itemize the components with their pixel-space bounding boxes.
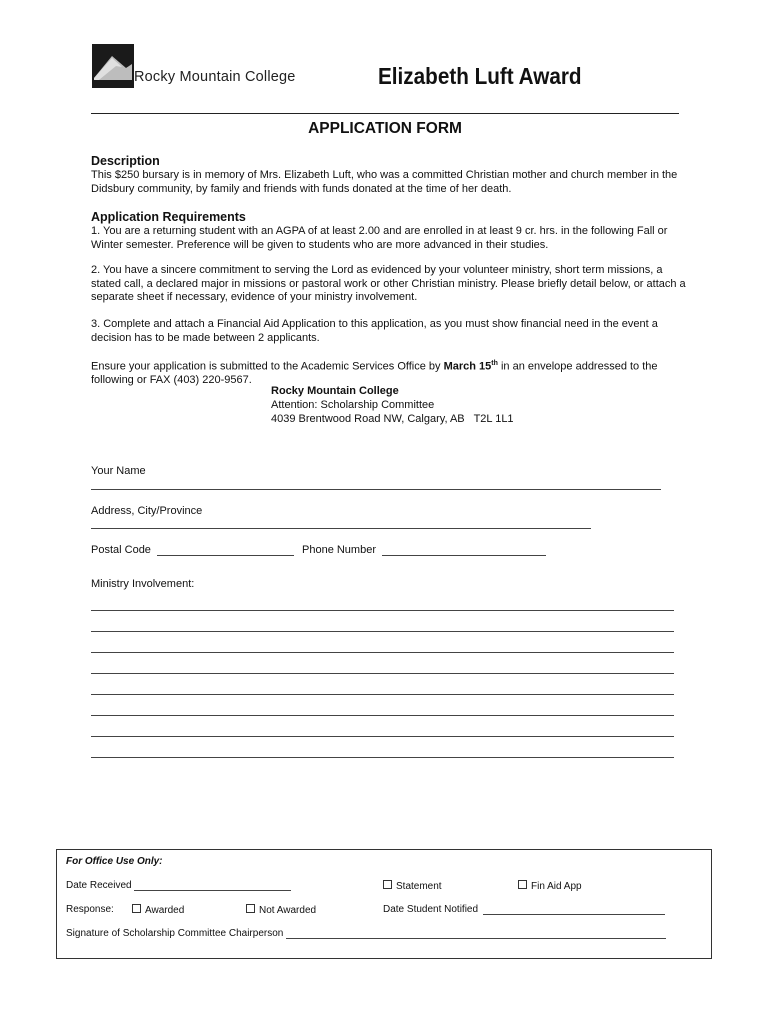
office-use-box	[56, 849, 712, 959]
form-title-text: APPLICATION FORM	[308, 120, 462, 137]
fin-aid-checkbox[interactable]	[518, 880, 527, 889]
not-awarded-option[interactable]	[246, 904, 316, 916]
requirement-1: 1. You are a returning student with an AGPA of at least 2.00 and are enrolled in at least 9 cr. hrs. in the following Fall or Winter semester. Preference will be given to students who are more advanced in their studies.	[91, 225, 668, 251]
submission-instructions	[91, 357, 686, 388]
ministry-line[interactable]	[91, 631, 674, 632]
signature-field[interactable]	[286, 938, 666, 939]
phone-number-field[interactable]	[382, 555, 546, 556]
college-logo-icon	[92, 44, 134, 88]
submission-text-after: in an envelope addressed to the following or FAX (403) 220-9567.	[91, 360, 658, 387]
ministry-line[interactable]	[91, 673, 674, 674]
description-heading: Description	[91, 154, 160, 168]
fin-aid-label: Fin Aid App	[531, 881, 582, 892]
address-label: Address, City/Province	[91, 505, 203, 517]
fin-aid-option[interactable]	[518, 880, 582, 892]
requirement-2: 2. You have a sincere commitment to serving the Lord as evidenced by your volunteer ministry, short term missions, a stated call, a declared major in missions or pastoral work or other Christian ministry. Please briefly detail below, or attach a separate sheet if necessary, evidence of your ministry involvement.	[91, 264, 686, 303]
not-awarded-checkbox[interactable]	[246, 904, 255, 913]
not-awarded-label: Not Awarded	[259, 905, 317, 916]
statement-checkbox[interactable]	[383, 880, 392, 889]
award-title: Elizabeth Luft Award	[378, 63, 582, 89]
awarded-checkbox[interactable]	[132, 904, 141, 913]
postal-code-label: Postal Code	[91, 544, 151, 556]
statement-label: Statement	[396, 881, 442, 892]
date-notified-label: Date Student Notified	[383, 904, 479, 915]
response-label: Response:	[66, 904, 114, 915]
submission-deadline-suffix: th	[491, 360, 498, 367]
name-label: Your Name	[91, 465, 146, 477]
ministry-line[interactable]	[91, 652, 674, 653]
office-use-heading: For Office Use Only:	[66, 856, 163, 867]
description-text: This $250 bursary is in memory of Mrs. Elizabeth Luft, who was a committed Christian mother and church member in the Didsbury community, by family and friends with funds donated at the time of her death.	[91, 169, 678, 195]
submission-text-before: Ensure your application is submitted to the Academic Services Office by	[91, 360, 444, 373]
ministry-line[interactable]	[91, 715, 674, 716]
college-name: Rocky Mountain College	[134, 69, 296, 85]
requirements-heading: Application Requirements	[91, 210, 246, 224]
awarded-option[interactable]	[132, 904, 184, 916]
form-title	[0, 120, 770, 138]
date-received-field[interactable]	[134, 890, 291, 891]
address-field[interactable]	[91, 528, 591, 529]
address-line-2: 4039 Brentwood Road NW, Calgary, AB T2L 1L1	[271, 413, 514, 425]
date-received-label: Date Received	[66, 880, 132, 891]
ministry-label: Ministry Involvement:	[91, 578, 195, 590]
address-name: Rocky Mountain College	[271, 385, 399, 397]
ministry-line[interactable]	[91, 610, 674, 611]
address-line-1: Attention: Scholarship Committee	[271, 399, 435, 411]
name-field[interactable]	[91, 489, 661, 490]
phone-number-label: Phone Number	[302, 544, 376, 556]
requirement-3: 3. Complete and attach a Financial Aid Application to this application, as you must show financial need in the event a decision has to be made between 2 applicants.	[91, 318, 658, 344]
date-notified-field[interactable]	[483, 914, 665, 915]
awarded-label: Awarded	[145, 905, 185, 916]
statement-option[interactable]	[383, 880, 442, 892]
ministry-line[interactable]	[91, 757, 674, 758]
submission-deadline: March 15	[443, 360, 492, 373]
signature-label: Signature of Scholarship Committee Chairperson	[66, 928, 284, 939]
ministry-line[interactable]	[91, 736, 674, 737]
ministry-line[interactable]	[91, 694, 674, 695]
header-divider	[91, 113, 679, 114]
postal-code-field[interactable]	[157, 555, 294, 556]
